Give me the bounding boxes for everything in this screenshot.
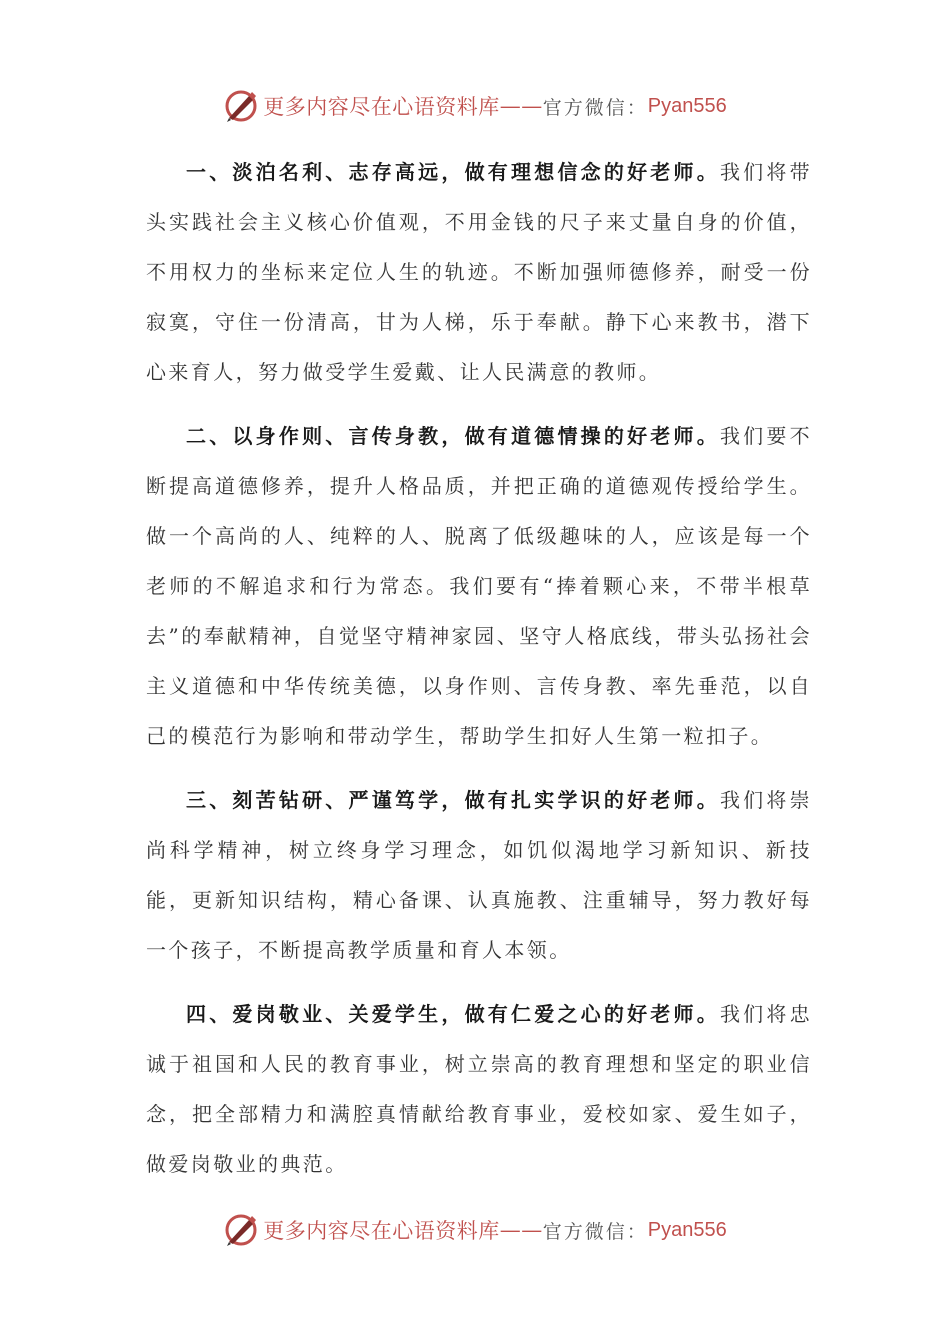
- site-name: 更多内容尽在心语资料库: [263, 1219, 500, 1243]
- paragraph-3: [146, 775, 812, 975]
- site-name: 更多内容尽在心语资料库: [263, 95, 500, 119]
- wechat-id: Pyan556: [647, 1218, 727, 1241]
- pen-circle-logo-icon: [223, 88, 259, 124]
- banner-dash: —: [499, 94, 522, 118]
- banner-dash-2: —: [521, 94, 543, 118]
- paragraph-2: [146, 411, 812, 761]
- footer-banner: [0, 1210, 950, 1250]
- paragraph-1: [146, 147, 812, 397]
- document-body: [146, 147, 812, 1203]
- wechat-label: 官方微信：: [542, 1220, 648, 1243]
- paragraph-lead: 四、爱岗敬业、关爱学生，做有仁爱之心的好老师。: [186, 1002, 720, 1026]
- pen-circle-logo-icon: [223, 1212, 259, 1248]
- banner-dash-2: —: [521, 1218, 543, 1242]
- banner-dash: —: [499, 1218, 522, 1242]
- header-banner: [0, 86, 950, 126]
- paragraph-text: 我们将忠诚于祖国和人民的教育事业，树立崇高的教育理想和坚定的职业信念，把全部精力和满腔真情献给教育事业，爱校如家、爱生如子，做爱岗敬业的典范。: [146, 1002, 812, 1176]
- paragraph-4: [146, 989, 812, 1189]
- paragraph-lead: 一、淡泊名利、志存高远，做有理想信念的好老师。: [186, 160, 720, 184]
- paragraph-text: 我们要不断提高道德修养，提升人格品质，并把正确的道德观传授给学生。做一个高尚的人、纯粹的人、脱离了低级趣味的人，应该是每一个老师的不解追求和行为常态。我们要有“捧着颗心来，不带半根草去”的奉献精神，自觉坚守精神家园、坚守人格底线，带头弘扬社会主义道德和中华传统美德，以身作则、言传身教、率先垂范，以自己的模范行为影响和带动学生，帮助学生扣好人生第一粒扣子。: [146, 424, 812, 748]
- paragraph-text: 我们将崇尚科学精神，树立终身学习理念，如饥似渴地学习新知识、新技能，更新知识结构，精心备课、认真施教、注重辅导，努力教好每一个孩子，不断提高教学质量和育人本领。: [146, 788, 812, 962]
- wechat-id: Pyan556: [647, 94, 727, 117]
- wechat-label: 官方微信：: [542, 96, 648, 119]
- paragraph-lead: 三、刻苦钻研、严谨笃学，做有扎实学识的好老师。: [186, 788, 720, 812]
- paragraph-lead: 二、以身作则、言传身教，做有道德情操的好老师。: [186, 424, 720, 448]
- paragraph-text: 我们将带头实践社会主义核心价值观，不用金钱的尺子来丈量自身的价值，不用权力的坐标来定位人生的轨迹。不断加强师德修养，耐受一份寂寞，守住一份清高，甘为人梯，乐于奉献。静下心来教书，潜下心来育人，努力做受学生爱戴、让人民满意的教师。: [146, 160, 812, 384]
